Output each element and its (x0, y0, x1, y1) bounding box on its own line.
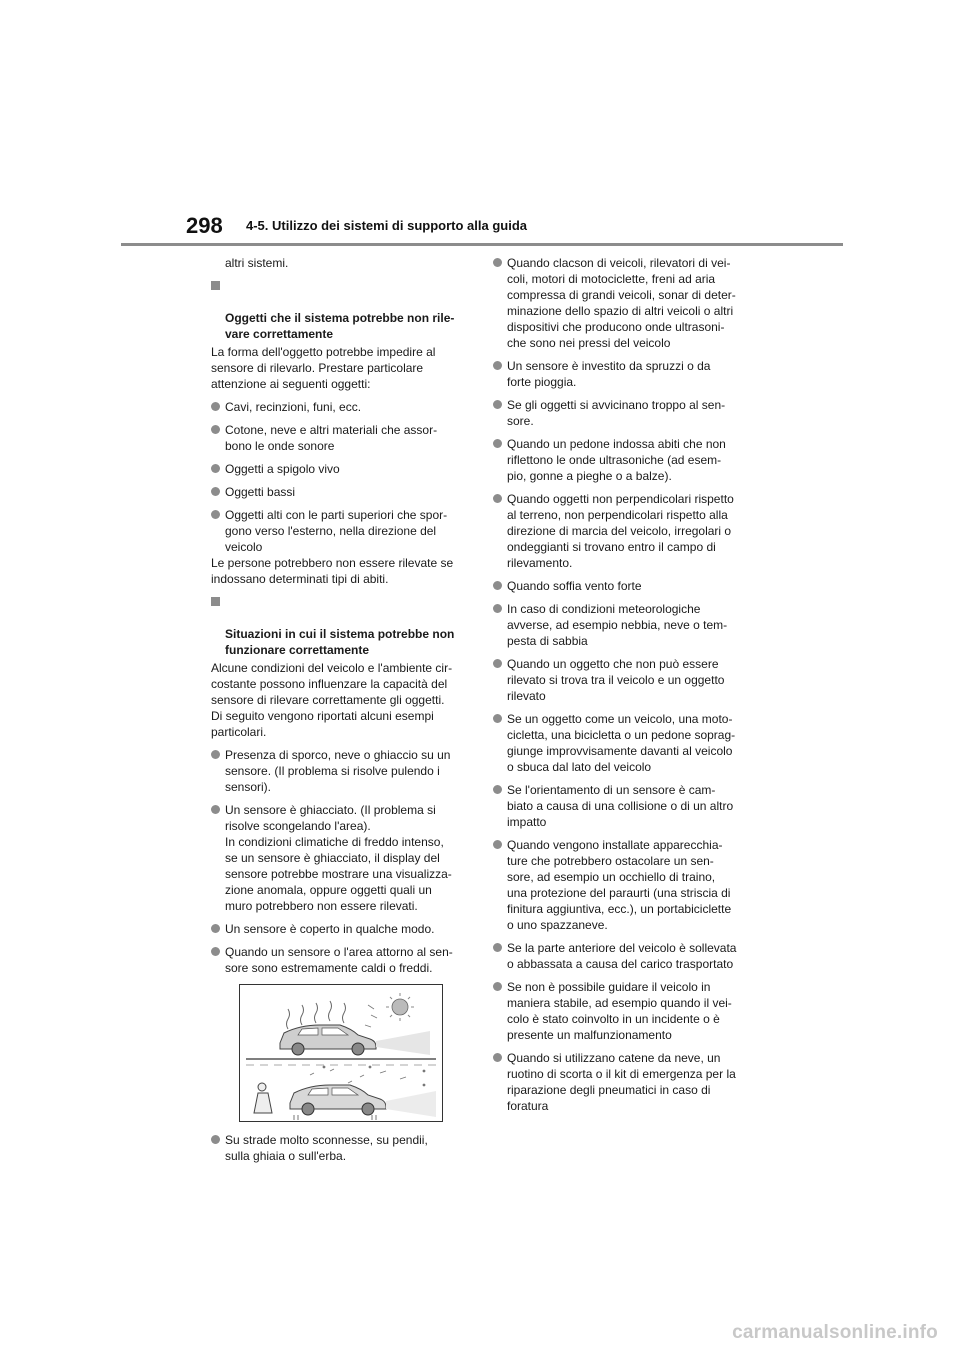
bullet-icon (493, 1053, 502, 1062)
bullet-icon (211, 924, 220, 933)
bullet-icon (493, 659, 502, 668)
list-item (493, 358, 757, 390)
square-bullet-icon (211, 281, 220, 290)
bullet-icon (211, 750, 220, 759)
square-bullet-icon (211, 597, 220, 606)
bullet-icon (493, 400, 502, 409)
list-item-text: Quando soffia vento forte (507, 579, 642, 593)
list-item (493, 940, 757, 972)
list-item-text: In caso di condizioni meteorologiche avverse, ad esempio nebbia, neve o tem- pesta di sabbia (507, 602, 728, 648)
bullet-icon (493, 785, 502, 794)
list-item-text: Un sensore è ghiacciato. (Il problema si risolve scongelando l'area). In condizioni climatiche di freddo intenso, se un sensore è ghiacciato, il display del sensore potrebbe mostrare una visualizza- zione anomala, oppure oggetti quali un muro potrebbero non essere rilevati. (225, 803, 452, 913)
list-item-text: Oggetti alti con le parti superiori che spor- gono verso l'esterno, nella direzione del veicolo (225, 508, 448, 554)
list-item (211, 399, 471, 415)
bullet-icon (211, 425, 220, 434)
right-column (493, 255, 757, 1121)
list-item-text: Quando vengono installate apparecchia- ture che potrebbero ostacolare un sen- sore, ad esempio un occhiello di traino, una protezione del paraurti (una striscia di finitura aggiuntiva, ecc.), un portabiciclette o uno spazzaneve. (507, 838, 732, 932)
list-item (211, 484, 471, 500)
car-icon (290, 1085, 386, 1115)
bullet-icon (493, 581, 502, 590)
list-item-text: Quando oggetti non perpendicolari rispetto al terreno, non perpendicolari rispetto alla direzione di marcia del veicolo, irregolari o ondeggianti si trovano entro il campo di rilevamento. (507, 492, 734, 570)
bullet-icon (493, 714, 502, 723)
list-item-text: Cavi, recinzioni, funi, ecc. (225, 400, 362, 414)
bullet-icon (211, 487, 220, 496)
list-item (493, 656, 757, 704)
list-item-text: Oggetti bassi (225, 485, 296, 499)
heading-undetected-objects (211, 278, 471, 342)
bullet-icon (493, 494, 502, 503)
light-beam-icon (376, 1031, 430, 1055)
bullet-icon (493, 604, 502, 613)
list-item-text: Se la parte anteriore del veicolo è sollevata o abbassata a causa del carico trasportato (507, 941, 737, 971)
bullet-icon (493, 982, 502, 991)
list-item (493, 578, 757, 594)
sun-icon (386, 993, 414, 1021)
bullet-icon (211, 947, 220, 956)
list-item-text: Oggetti a spigolo vivo (225, 462, 340, 476)
bullet-icon (493, 361, 502, 370)
list-item (493, 1050, 757, 1114)
ice-icon (294, 1115, 376, 1120)
list-item-text: Quando un sensore o l'area attorno al sen- sore sono estremamente caldi o freddi. (225, 945, 453, 975)
pedestrian-icon (254, 1083, 272, 1113)
list-item (493, 711, 757, 775)
list-item (493, 837, 757, 933)
light-beam-icon (386, 1091, 436, 1117)
paragraph: La forma dell'oggetto potrebbe impedire al sensore di rilevarlo. Prestare particolare attenzione ai seguenti oggetti: (211, 345, 436, 391)
list-item (211, 921, 471, 937)
list-item-text: Presenza di sporco, neve o ghiaccio su un sensore. (Il problema si risolve pulendo i sensori). (225, 748, 451, 794)
list-item-text: Quando clacson di veicoli, rilevatori di vei- coli, motori di motociclette, freni ad aria compressa di grandi veicoli, sonar di deter- minazione dello spazio di altri veicoli o altri dispositivi che producono onde ultrasoni- che sono nei pressi del veicolo (507, 256, 736, 350)
list-item-text: Quando si utilizzano catene da neve, un ruotino di scorta o il kit di emergenza per la riparazione degli pneumatici in caso di foratura (507, 1051, 736, 1113)
list-item-text: Un sensore è investito da spruzzi o da forte pioggia. (507, 359, 711, 389)
list-item-text: Su strade molto sconnesse, su pendii, sulla ghiaia o sull'erba. (225, 1133, 428, 1163)
list-item (493, 979, 757, 1043)
left-column (211, 255, 471, 1171)
intro-continuation: altri sistemi. (225, 256, 289, 270)
page-number: 298 (186, 213, 223, 238)
bullet-icon (211, 805, 220, 814)
heading-text: Situazioni in cui il sistema potrebbe non funzionare correttamente (225, 627, 455, 657)
bullet-icon (211, 510, 220, 519)
car-icon (280, 1025, 376, 1055)
bullet-icon (493, 439, 502, 448)
snow-icon (310, 1066, 425, 1086)
bullet-icon (493, 840, 502, 849)
list-item (211, 802, 471, 914)
bullet-icon (211, 464, 220, 473)
list-item-text: Un sensore è coperto in qualche modo. (225, 922, 435, 936)
list-item-text: Se un oggetto come un veicolo, una moto- cicletta, una bicicletta o un pedone soprag- giunge improvvisamente davanti al veicolo o sbuca dal lato del veicolo (507, 712, 736, 774)
header-rule (121, 243, 843, 246)
list-item (211, 461, 471, 477)
list-item (211, 1132, 471, 1164)
list-item-text: Quando un pedone indossa abiti che non riflettono le onde ultrasoniche (ad esem- pio, gonne a pieghe o a balze). (507, 437, 726, 483)
list-item-text: Se non è possibile guidare il veicolo in maniera stabile, ad esempio quando il vei- colo è stato coinvolto in un incidente o è presente un malfunzionamento (507, 980, 732, 1042)
list-item-text: Se gli oggetti si avvicinano troppo al sen- sore. (507, 398, 726, 428)
list-item (211, 747, 471, 795)
list-item (211, 422, 471, 454)
bullet-icon (211, 1135, 220, 1144)
list-item-text: Cotone, neve e altri materiali che assor- bono le onde sonore (225, 423, 438, 453)
car-weather-illustration (240, 985, 442, 1121)
list-item (493, 436, 757, 484)
watermark-link[interactable]: carmanualsonline.info (732, 1322, 938, 1343)
list-item (493, 397, 757, 429)
paragraph: Le persone potrebbero non essere rilevate se indossano determinati tipi di abiti. (211, 556, 454, 586)
paragraph: Alcune condizioni del veicolo e l'ambiente cir- costante possono influenzare la capacità del sensore di rilevare correttamente gli oggetti. Di seguito vengono riportati alcuni esempi particolari. (211, 661, 453, 739)
heading-malfunction-situations (211, 594, 471, 658)
section-title: 4-5. Utilizzo dei sistemi di supporto alla guida (246, 218, 527, 233)
illustration-sensor-conditions (239, 984, 443, 1122)
bullet-icon (493, 943, 502, 952)
list-item (493, 491, 757, 571)
list-item (493, 255, 757, 351)
bullet-icon (211, 402, 220, 411)
list-item (493, 782, 757, 830)
list-item (211, 944, 471, 976)
heading-text: Oggetti che il sistema potrebbe non rile- vare correttamente (225, 311, 455, 341)
list-item-text: Se l'orientamento di un sensore è cam- biato a causa di una collisione o di un altro impatto (507, 783, 734, 829)
bullet-icon (493, 258, 502, 267)
list-item (493, 601, 757, 649)
list-item-text: Quando un oggetto che non può essere rilevato si trova tra il veicolo e un oggetto rilevato (507, 657, 725, 703)
list-item (211, 507, 471, 555)
